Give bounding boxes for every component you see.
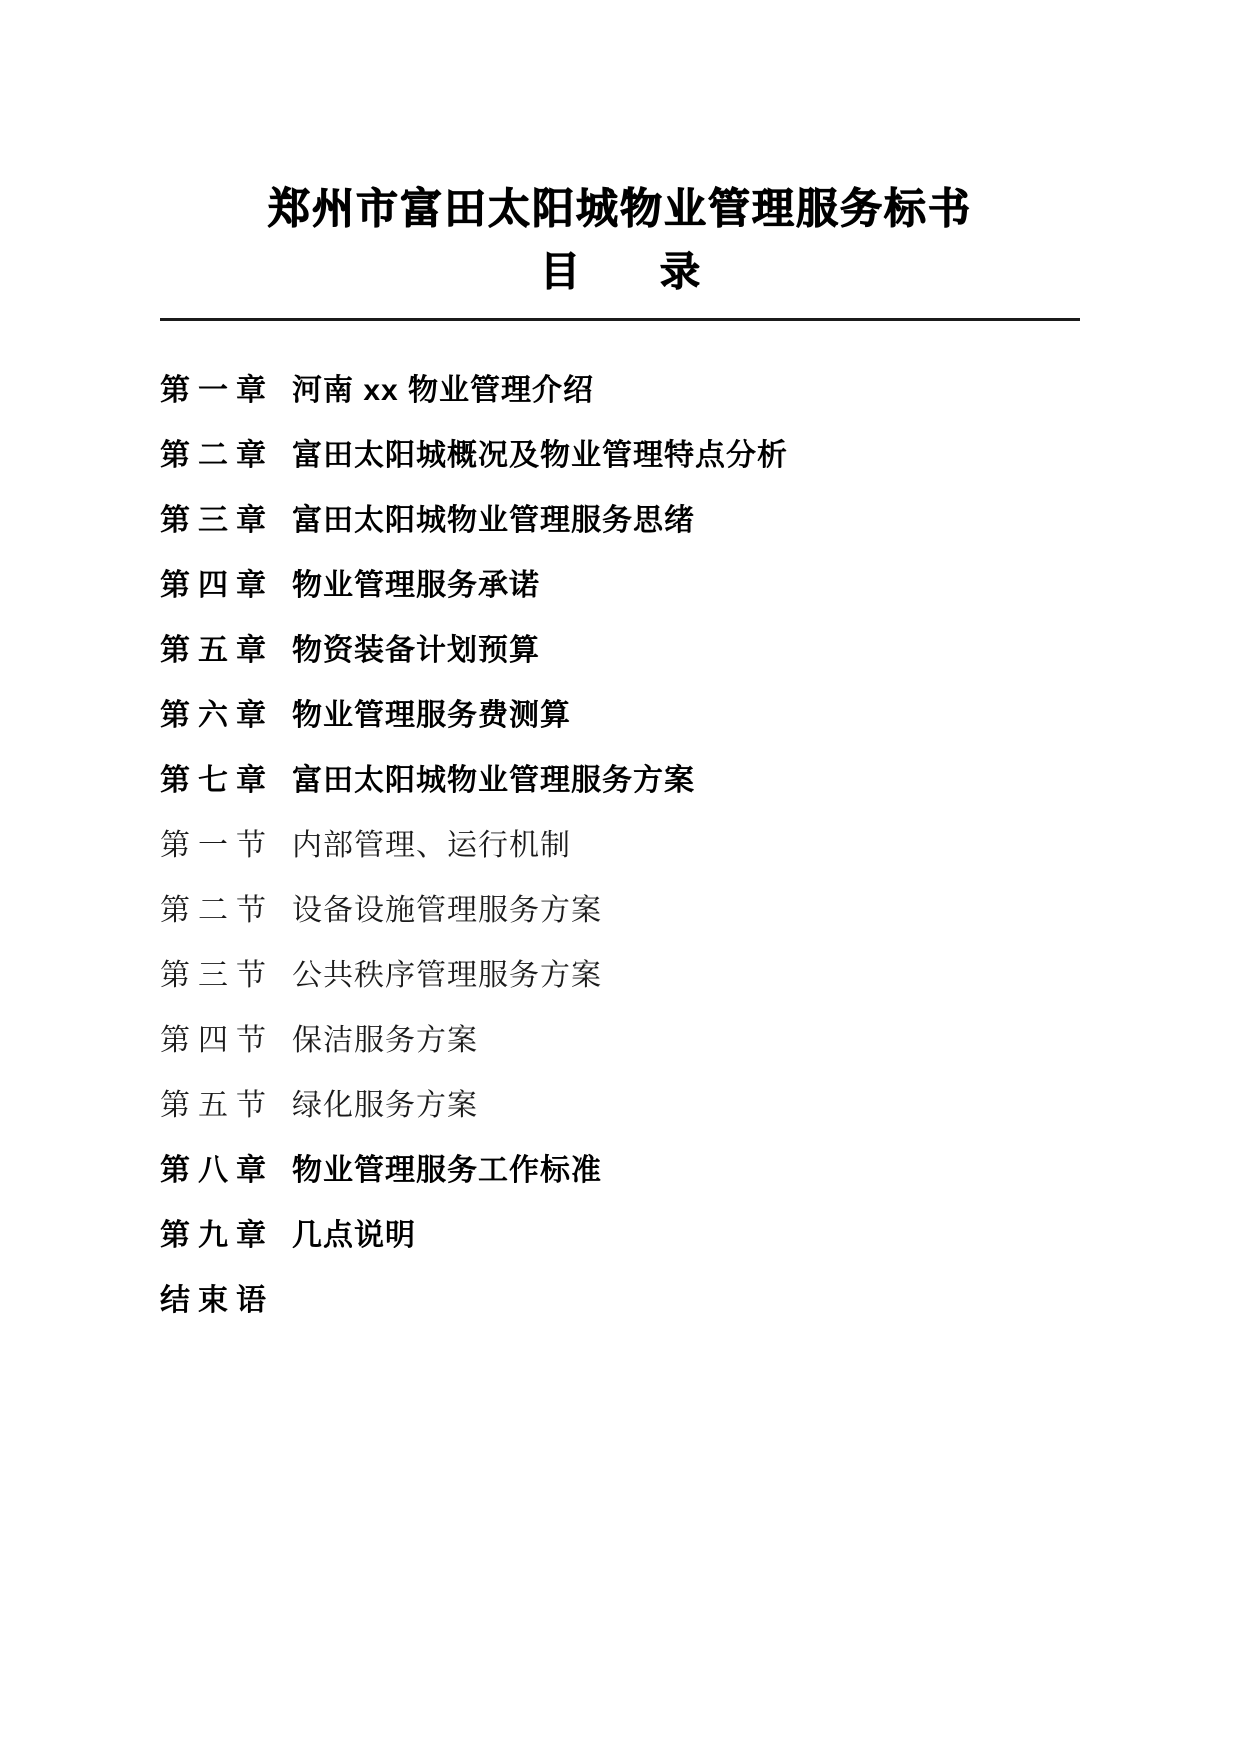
toc-entry-label: 第八章 (160, 1153, 274, 1187)
toc-entry-label: 第二节 (160, 893, 274, 927)
toc-entry-label: 第五节 (160, 1088, 274, 1122)
toc-entry-title: 公共秩序管理服务方案 (292, 958, 602, 992)
toc-row (160, 354, 1090, 419)
document-title: 郑州市富田太阳城物业管理服务标书 (267, 184, 972, 233)
toc-entry-title: 河南 xx 物业管理介绍 (292, 373, 595, 407)
toc-entry-label: 结束语 (160, 1283, 274, 1317)
toc-entry-label: 第五章 (160, 633, 274, 667)
toc-entry-title: 物业管理服务费测算 (292, 698, 571, 732)
toc-row (160, 419, 1090, 484)
toc-row (160, 549, 1090, 614)
toc-row (160, 484, 1090, 549)
toc-row (160, 614, 1090, 679)
toc-entry-label: 第六章 (160, 698, 274, 732)
toc-entry-label: 第九章 (160, 1218, 274, 1252)
toc-row (160, 1199, 1090, 1264)
toc-entry-label: 第二章 (160, 438, 274, 472)
toc-entry-title: 物业管理服务承诺 (292, 568, 540, 602)
toc-row (160, 1069, 1090, 1134)
toc-row (160, 744, 1090, 809)
toc-row (160, 1004, 1090, 1069)
toc-entry-title: 富田太阳城物业管理服务思绪 (292, 503, 695, 537)
toc-entry-label: 第三章 (160, 503, 274, 537)
toc-entry-title: 内部管理、运行机制 (292, 828, 571, 862)
toc-heading: 目 录 (540, 249, 700, 295)
toc-list (160, 354, 1090, 1329)
toc-entry-label: 第四章 (160, 568, 274, 602)
toc-entry-title: 物业管理服务工作标准 (292, 1153, 602, 1187)
toc-row (160, 874, 1090, 939)
toc-entry-label: 第一章 (160, 373, 274, 407)
header-divider (160, 318, 1080, 321)
toc-entry-label: 第一节 (160, 828, 274, 862)
toc-row (160, 939, 1090, 1004)
toc-entry-title: 富田太阳城物业管理服务方案 (292, 763, 695, 797)
toc-entry-label: 第四节 (160, 1023, 274, 1057)
toc-row (160, 1264, 1090, 1329)
toc-row (160, 809, 1090, 874)
toc-entry-title: 物资装备计划预算 (292, 633, 540, 667)
toc-entry-label: 第三节 (160, 958, 274, 992)
toc-entry-title: 富田太阳城概况及物业管理特点分析 (292, 438, 788, 472)
toc-entry-title: 设备设施管理服务方案 (292, 893, 602, 927)
toc-entry-title: 保洁服务方案 (292, 1023, 478, 1057)
toc-row (160, 679, 1090, 744)
toc-entry-title: 几点说明 (292, 1218, 416, 1252)
toc-entry-label: 第七章 (160, 763, 274, 797)
toc-entry-title: 绿化服务方案 (292, 1088, 478, 1122)
toc-row (160, 1134, 1090, 1199)
